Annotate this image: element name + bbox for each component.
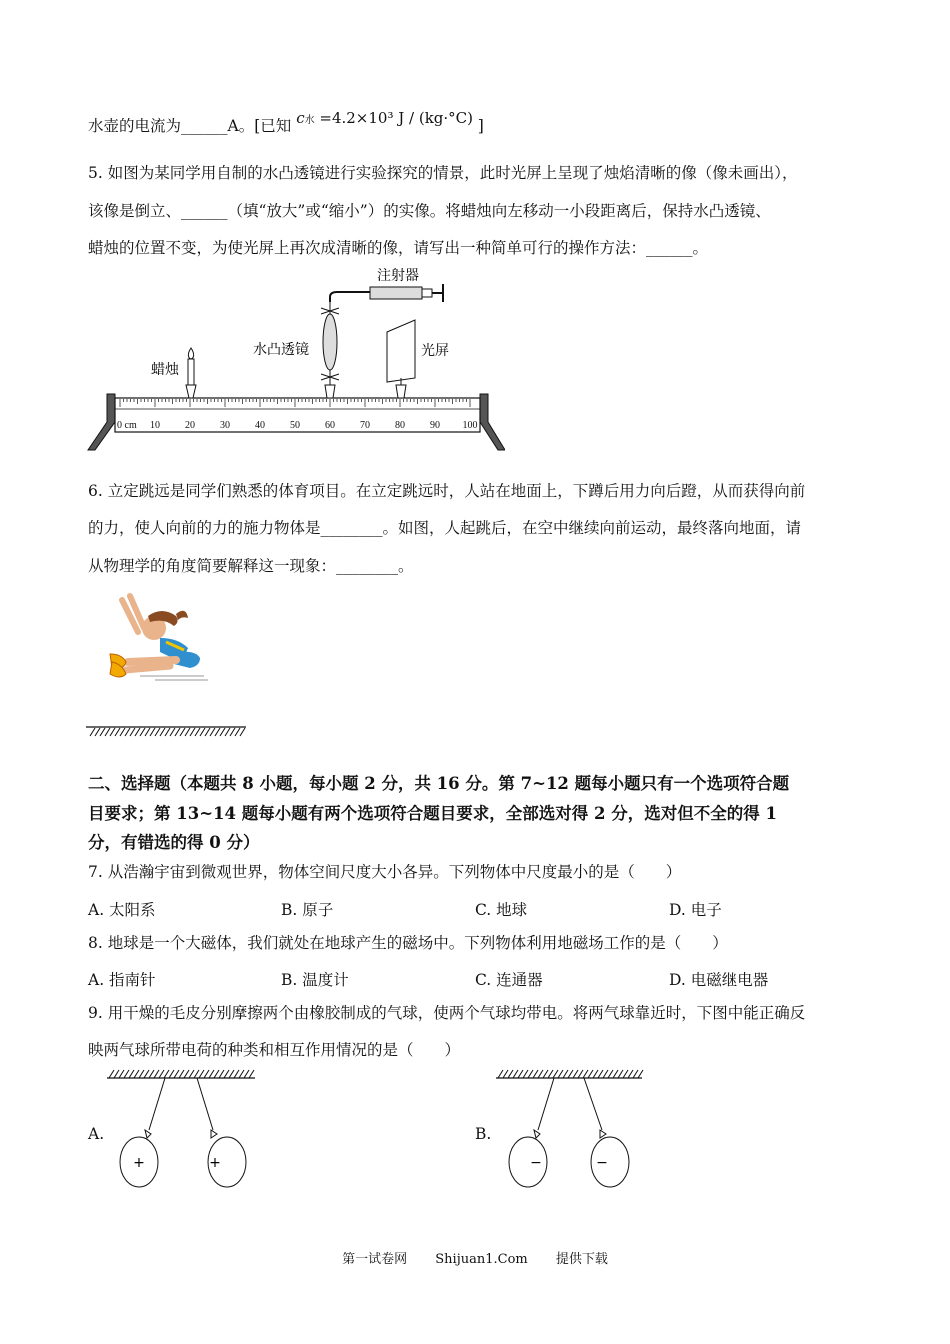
q6-line3: 从物理学的角度简要解释这一现象：________。 bbox=[88, 557, 414, 575]
long-jump-illustration bbox=[100, 592, 210, 684]
label-candle: 蜡烛 bbox=[151, 362, 179, 378]
c-subscript: 水 bbox=[304, 115, 315, 126]
section2-line2: 目要求；第 13~14 题每小题有两个选项符合题目要求，全部选对得 2 分，选对但不全的得 1 bbox=[88, 804, 777, 823]
specific-heat-formula bbox=[296, 109, 478, 127]
ruler-tick-label: 40 bbox=[255, 420, 265, 431]
q9-option-a-label: A. bbox=[88, 1125, 105, 1143]
charge-left: + bbox=[133, 1155, 145, 1171]
section2-line1: 二、选择题（本题共 8 小题，每小题 2 分，共 16 分。第 7~12 题每小题只有一个选项符合题 bbox=[88, 774, 790, 793]
q4-tail-line bbox=[88, 109, 484, 139]
q6-line1: 6. 立定跳远是同学们熟悉的体育项目。在立定跳远时，人站在地面上，下蹲后用力向后蹬，从而获得向前 bbox=[88, 482, 806, 500]
ruler-tick-label: 20 bbox=[185, 420, 195, 431]
footer-note: 提供下载 bbox=[555, 1252, 608, 1267]
water-lens bbox=[323, 314, 337, 370]
ruler-tick-label: 80 bbox=[395, 420, 405, 431]
label-screen: 光屏 bbox=[421, 343, 449, 359]
q6-line2: 的力，使人向前的力的施力物体是________。如图，人起跳后，在空中继续向前运动，最终落向地面，请 bbox=[88, 519, 802, 537]
q8-option-b: B. 温度计 bbox=[281, 971, 349, 989]
q8-stem: 8. 地球是一个大磁体，我们就处在地球产生的磁场中。下列物体利用地磁场工作的是（ ） bbox=[88, 934, 728, 952]
bracket-close: ] bbox=[477, 117, 484, 135]
ruler-tick-label: 50 bbox=[290, 420, 300, 431]
ruler-tick-label: 0 cm bbox=[117, 420, 137, 431]
syringe bbox=[370, 287, 422, 299]
formula-value: =4.2×10³ J / (kg·°C) bbox=[319, 109, 473, 127]
ruler-tick-label: 60 bbox=[325, 420, 335, 431]
q7-option-a: A. 太阳系 bbox=[88, 901, 156, 919]
q7-option-c: C. 地球 bbox=[475, 901, 528, 919]
footer-site-en: Shijuan1.Com bbox=[435, 1252, 528, 1267]
label-lens: 水凸透镜 bbox=[253, 342, 309, 358]
ruler-tick-label: 70 bbox=[360, 420, 370, 431]
ruler-tick-label: 10 bbox=[150, 420, 160, 431]
charge-left: − bbox=[530, 1155, 542, 1171]
q9-option-a-figure bbox=[105, 1068, 260, 1193]
ruler-tick-label: 90 bbox=[430, 420, 440, 431]
q9-option-b-figure bbox=[494, 1068, 649, 1193]
left-stand bbox=[88, 394, 115, 450]
light-screen bbox=[387, 320, 415, 382]
ground-hatch bbox=[86, 725, 248, 739]
q7-option-d: D. 电子 bbox=[669, 901, 722, 919]
q5-line3: 蜡烛的位置不变，为使光屏上再次成清晰的像，请写出一种简单可行的操作方法：______。 bbox=[88, 239, 709, 257]
label-syringe: 注射器 bbox=[377, 268, 419, 284]
q7-option-b: B. 原子 bbox=[281, 901, 334, 919]
flame-icon bbox=[188, 348, 193, 359]
charge-right: + bbox=[209, 1155, 221, 1171]
q8-option-d: D. 电磁继电器 bbox=[669, 971, 769, 989]
q4-text: 水壶的电流为______A。[已知 bbox=[88, 117, 292, 135]
c-symbol: c bbox=[296, 109, 305, 127]
page-footer bbox=[0, 1248, 950, 1267]
ruler-tick-label: 100 bbox=[462, 420, 478, 431]
q9-line1: 9. 用干燥的毛皮分别摩擦两个由橡胶制成的气球，使两个气球均带电。将两气球靠近时，下图中能正确反 bbox=[88, 1004, 806, 1022]
ruler-tick-label: 30 bbox=[220, 420, 230, 431]
candle bbox=[188, 359, 194, 385]
q7-stem: 7. 从浩瀚宇宙到微观世界，物体空间尺度大小各异。下列物体中尺度最小的是（ ） bbox=[88, 863, 682, 881]
optical-bench-figure bbox=[85, 262, 505, 457]
q5-line2: 该像是倒立、______（填“放大”或“缩小”）的实像。将蜡烛向左移动一小段距离后，保持水凸透镜、 bbox=[88, 202, 771, 220]
q9-line2: 映两气球所带电荷的种类和相互作用情况的是（ ） bbox=[88, 1041, 461, 1059]
charge-right: − bbox=[596, 1155, 608, 1171]
q8-option-c: C. 连通器 bbox=[475, 971, 543, 989]
q5-line1: 5. 如图为某同学用自制的水凸透镜进行实验探究的情景，此时光屏上呈现了烛焰清晰的像（像未画出）， bbox=[88, 164, 798, 182]
section2-line3: 分，有错选的得 0 分） bbox=[88, 833, 260, 852]
q8-option-a: A. 指南针 bbox=[88, 971, 156, 989]
right-stand bbox=[480, 394, 505, 450]
footer-site-cn: 第一试卷网 bbox=[342, 1252, 408, 1267]
q9-option-b-label: B. bbox=[475, 1125, 492, 1143]
